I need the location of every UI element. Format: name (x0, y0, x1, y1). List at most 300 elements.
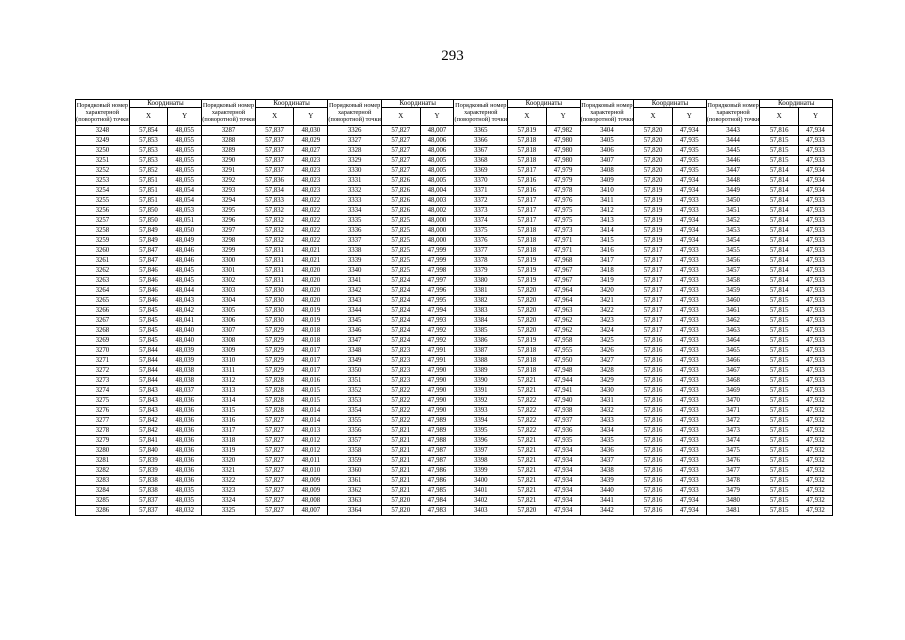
y-coordinate-cell: 48,022 (294, 236, 328, 246)
y-coordinate-cell: 47,998 (420, 266, 454, 276)
point-number-cell: 3404 (580, 126, 634, 136)
y-coordinate-cell: 47,933 (672, 446, 706, 456)
point-number-cell: 3474 (706, 436, 760, 446)
table-row (76, 446, 833, 456)
point-number-cell: 3348 (328, 346, 382, 356)
x-coordinate-cell: 57,819 (508, 256, 547, 266)
x-coordinate-cell: 57,821 (508, 446, 547, 456)
point-number-cell: 3400 (454, 476, 508, 486)
x-coordinate-cell: 57,814 (760, 226, 799, 236)
point-number-cell: 3426 (580, 346, 634, 356)
y-coordinate-cell: 47,933 (672, 436, 706, 446)
y-coordinate-cell: 48,010 (294, 466, 328, 476)
x-coordinate-cell: 57,853 (129, 146, 168, 156)
x-coordinate-cell: 57,817 (508, 216, 547, 226)
x-header: X (382, 108, 421, 126)
y-coordinate-cell: 48,012 (294, 436, 328, 446)
y-coordinate-cell: 47,932 (798, 456, 832, 466)
y-coordinate-cell: 47,997 (420, 276, 454, 286)
y-coordinate-cell: 47,986 (420, 466, 454, 476)
point-number-cell: 3393 (454, 406, 508, 416)
y-coordinate-cell: 48,035 (168, 486, 202, 496)
y-coordinate-cell: 48,000 (420, 226, 454, 236)
point-number-cell: 3376 (454, 236, 508, 246)
x-coordinate-cell: 57,816 (634, 416, 673, 426)
x-coordinate-cell: 57,847 (129, 256, 168, 266)
x-coordinate-cell: 57,854 (129, 126, 168, 136)
y-coordinate-cell: 48,036 (168, 406, 202, 416)
x-coordinate-cell: 57,818 (508, 156, 547, 166)
x-coordinate-cell: 57,821 (508, 456, 547, 466)
point-number-cell: 3438 (580, 466, 634, 476)
x-coordinate-cell: 57,819 (508, 266, 547, 276)
y-coordinate-cell: 47,933 (798, 236, 832, 246)
x-coordinate-cell: 57,837 (255, 136, 294, 146)
point-number-cell: 3446 (706, 156, 760, 166)
x-coordinate-cell: 57,820 (508, 316, 547, 326)
y-coordinate-cell: 47,935 (672, 136, 706, 146)
x-coordinate-cell: 57,814 (760, 176, 799, 186)
x-coordinate-cell: 57,815 (760, 406, 799, 416)
x-coordinate-cell: 57,815 (760, 156, 799, 166)
table-body (76, 126, 833, 516)
y-coordinate-cell: 48,000 (420, 216, 454, 226)
x-coordinate-cell: 57,815 (760, 476, 799, 486)
x-coordinate-cell: 57,817 (508, 196, 547, 206)
x-coordinate-cell: 57,827 (255, 506, 294, 516)
x-coordinate-cell: 57,827 (255, 446, 294, 456)
coordinates-table (75, 99, 833, 516)
point-number-cell: 3385 (454, 326, 508, 336)
y-coordinate-cell: 47,933 (672, 256, 706, 266)
y-coordinate-cell: 47,999 (420, 246, 454, 256)
y-coordinate-cell: 47,971 (546, 246, 580, 256)
point-number-cell: 3283 (76, 476, 130, 486)
point-number-cell: 3450 (706, 196, 760, 206)
coordinates-header: Координаты (129, 100, 201, 108)
point-number-cell: 3318 (202, 436, 256, 446)
point-number-header: Порядковый номер характерной (поворотной) точки (328, 100, 382, 126)
x-coordinate-cell: 57,816 (634, 436, 673, 446)
y-coordinate-cell: 48,032 (168, 506, 202, 516)
point-number-cell: 3480 (706, 496, 760, 506)
x-coordinate-cell: 57,821 (508, 386, 547, 396)
x-coordinate-cell: 57,816 (634, 366, 673, 376)
x-coordinate-cell: 57,827 (382, 146, 421, 156)
x-coordinate-cell: 57,814 (760, 256, 799, 266)
point-number-cell: 3428 (580, 366, 634, 376)
point-number-cell: 3286 (76, 506, 130, 516)
y-coordinate-cell: 48,036 (168, 426, 202, 436)
y-header: Y (168, 108, 202, 126)
y-coordinate-cell: 47,989 (420, 426, 454, 436)
y-coordinate-cell: 47,980 (546, 156, 580, 166)
point-number-cell: 3257 (76, 216, 130, 226)
point-number-cell: 3291 (202, 166, 256, 176)
table-row (76, 416, 833, 426)
y-coordinate-cell: 48,038 (168, 376, 202, 386)
x-coordinate-cell: 57,819 (634, 236, 673, 246)
y-coordinate-cell: 47,975 (546, 206, 580, 216)
y-coordinate-cell: 48,036 (168, 456, 202, 466)
y-coordinate-cell: 47,941 (546, 386, 580, 396)
y-coordinate-cell: 48,046 (168, 246, 202, 256)
x-coordinate-cell: 57,827 (255, 466, 294, 476)
x-coordinate-cell: 57,827 (255, 456, 294, 466)
x-coordinate-cell: 57,824 (382, 276, 421, 286)
y-coordinate-cell: 47,934 (672, 126, 706, 136)
point-number-cell: 3352 (328, 386, 382, 396)
x-coordinate-cell: 57,815 (760, 146, 799, 156)
point-number-cell: 3411 (580, 196, 634, 206)
point-number-cell: 3465 (706, 346, 760, 356)
y-coordinate-cell: 48,039 (168, 356, 202, 366)
point-number-cell: 3379 (454, 266, 508, 276)
x-coordinate-cell: 57,820 (508, 286, 547, 296)
x-coordinate-cell: 57,832 (255, 206, 294, 216)
x-coordinate-cell: 57,814 (760, 266, 799, 276)
x-coordinate-cell: 57,827 (382, 126, 421, 136)
y-coordinate-cell: 47,971 (546, 236, 580, 246)
x-coordinate-cell: 57,820 (634, 156, 673, 166)
point-number-cell: 3290 (202, 156, 256, 166)
point-number-cell: 3280 (76, 446, 130, 456)
x-coordinate-cell: 57,817 (508, 206, 547, 216)
y-coordinate-cell: 47,985 (420, 486, 454, 496)
point-number-cell: 3471 (706, 406, 760, 416)
y-coordinate-cell: 47,932 (798, 486, 832, 496)
point-number-cell: 3415 (580, 236, 634, 246)
y-coordinate-cell: 47,932 (798, 496, 832, 506)
y-coordinate-cell: 48,018 (294, 336, 328, 346)
y-coordinate-cell: 48,040 (168, 326, 202, 336)
y-coordinate-cell: 47,978 (546, 186, 580, 196)
y-coordinate-cell: 48,011 (294, 456, 328, 466)
point-number-cell: 3435 (580, 436, 634, 446)
y-coordinate-cell: 48,036 (168, 446, 202, 456)
point-number-cell: 3310 (202, 356, 256, 366)
point-number-cell: 3439 (580, 476, 634, 486)
point-number-cell: 3407 (580, 156, 634, 166)
point-number-cell: 3264 (76, 286, 130, 296)
x-coordinate-cell: 57,821 (508, 376, 547, 386)
point-number-cell: 3454 (706, 236, 760, 246)
x-coordinate-cell: 57,820 (634, 176, 673, 186)
point-number-cell: 3481 (706, 506, 760, 516)
y-coordinate-cell: 48,036 (168, 436, 202, 446)
x-coordinate-cell: 57,831 (255, 266, 294, 276)
y-coordinate-cell: 47,933 (672, 276, 706, 286)
table-row (76, 426, 833, 436)
x-coordinate-cell: 57,817 (634, 256, 673, 266)
x-coordinate-cell: 57,816 (634, 496, 673, 506)
y-coordinate-cell: 47,933 (672, 296, 706, 306)
x-coordinate-cell: 57,823 (382, 366, 421, 376)
y-coordinate-cell: 47,932 (798, 406, 832, 416)
y-coordinate-cell: 47,933 (798, 286, 832, 296)
x-coordinate-cell: 57,814 (760, 276, 799, 286)
y-coordinate-cell: 47,933 (798, 316, 832, 326)
x-coordinate-cell: 57,843 (129, 396, 168, 406)
x-coordinate-cell: 57,816 (760, 126, 799, 136)
point-number-cell: 3469 (706, 386, 760, 396)
y-coordinate-cell: 48,004 (420, 186, 454, 196)
y-coordinate-cell: 47,996 (420, 286, 454, 296)
table-header (76, 100, 833, 126)
y-coordinate-cell: 48,027 (294, 146, 328, 156)
y-coordinate-cell: 48,003 (420, 196, 454, 206)
point-number-cell: 3476 (706, 456, 760, 466)
point-number-cell: 3406 (580, 146, 634, 156)
y-coordinate-cell: 47,934 (672, 236, 706, 246)
x-header: X (634, 108, 673, 126)
y-coordinate-cell: 47,933 (798, 296, 832, 306)
point-number-cell: 3328 (328, 146, 382, 156)
x-coordinate-cell: 57,824 (382, 326, 421, 336)
y-coordinate-cell: 48,035 (168, 496, 202, 506)
table-row (76, 156, 833, 166)
x-coordinate-cell: 57,820 (508, 326, 547, 336)
x-coordinate-cell: 57,817 (634, 266, 673, 276)
point-number-cell: 3365 (454, 126, 508, 136)
point-number-cell: 3410 (580, 186, 634, 196)
point-number-cell: 3277 (76, 416, 130, 426)
point-number-cell: 3331 (328, 176, 382, 186)
x-coordinate-cell: 57,844 (129, 366, 168, 376)
x-coordinate-cell: 57,819 (634, 186, 673, 196)
table-row (76, 216, 833, 226)
table-row (76, 366, 833, 376)
point-number-cell: 3429 (580, 376, 634, 386)
table-row (76, 506, 833, 516)
x-coordinate-cell: 57,850 (129, 216, 168, 226)
point-number-cell: 3394 (454, 416, 508, 426)
point-number-cell: 3370 (454, 176, 508, 186)
y-coordinate-cell: 48,013 (294, 426, 328, 436)
point-number-cell: 3332 (328, 186, 382, 196)
point-number-cell: 3399 (454, 466, 508, 476)
table-row (76, 346, 833, 356)
point-number-cell: 3424 (580, 326, 634, 336)
y-coordinate-cell: 47,934 (546, 496, 580, 506)
point-number-cell: 3265 (76, 296, 130, 306)
x-coordinate-cell: 57,820 (634, 136, 673, 146)
y-header: Y (546, 108, 580, 126)
x-coordinate-cell: 57,845 (129, 316, 168, 326)
x-coordinate-cell: 57,837 (255, 146, 294, 156)
x-coordinate-cell: 57,817 (634, 276, 673, 286)
table-row (76, 266, 833, 276)
y-coordinate-cell: 47,934 (798, 126, 832, 136)
point-number-cell: 3346 (328, 326, 382, 336)
y-coordinate-cell: 48,055 (168, 136, 202, 146)
y-coordinate-cell: 48,002 (420, 206, 454, 216)
point-number-cell: 3320 (202, 456, 256, 466)
y-coordinate-cell: 48,015 (294, 386, 328, 396)
y-coordinate-cell: 47,990 (420, 366, 454, 376)
y-coordinate-cell: 48,049 (168, 236, 202, 246)
x-coordinate-cell: 57,825 (382, 216, 421, 226)
point-number-cell: 3262 (76, 266, 130, 276)
coordinates-header: Координаты (255, 100, 327, 108)
y-coordinate-cell: 48,053 (168, 206, 202, 216)
x-coordinate-cell: 57,815 (760, 416, 799, 426)
point-number-cell: 3442 (580, 506, 634, 516)
point-number-cell: 3421 (580, 296, 634, 306)
y-coordinate-cell: 47,933 (798, 266, 832, 276)
point-number-cell: 3413 (580, 216, 634, 226)
y-coordinate-cell: 48,022 (294, 206, 328, 216)
point-number-cell: 3473 (706, 426, 760, 436)
y-coordinate-cell: 47,980 (546, 146, 580, 156)
x-coordinate-cell: 57,819 (634, 196, 673, 206)
table-row (76, 206, 833, 216)
x-coordinate-cell: 57,824 (382, 316, 421, 326)
point-number-cell: 3382 (454, 296, 508, 306)
x-coordinate-cell: 57,821 (382, 446, 421, 456)
point-number-cell: 3402 (454, 496, 508, 506)
point-number-cell: 3313 (202, 386, 256, 396)
x-coordinate-cell: 57,821 (382, 456, 421, 466)
x-coordinate-cell: 57,825 (382, 226, 421, 236)
x-coordinate-cell: 57,844 (129, 356, 168, 366)
x-coordinate-cell: 57,816 (634, 476, 673, 486)
x-coordinate-cell: 57,842 (129, 426, 168, 436)
y-coordinate-cell: 47,933 (798, 216, 832, 226)
y-coordinate-cell: 47,933 (798, 146, 832, 156)
point-number-cell: 3344 (328, 306, 382, 316)
y-coordinate-cell: 48,036 (168, 466, 202, 476)
x-coordinate-cell: 57,816 (634, 356, 673, 366)
y-coordinate-cell: 48,009 (294, 476, 328, 486)
point-number-cell: 3281 (76, 456, 130, 466)
point-number-cell: 3306 (202, 316, 256, 326)
y-coordinate-cell: 47,962 (546, 326, 580, 336)
x-coordinate-cell: 57,851 (129, 186, 168, 196)
point-number-cell: 3391 (454, 386, 508, 396)
y-coordinate-cell: 47,964 (546, 296, 580, 306)
y-coordinate-cell: 47,991 (420, 346, 454, 356)
y-coordinate-cell: 47,933 (798, 366, 832, 376)
y-coordinate-cell: 48,044 (168, 286, 202, 296)
y-coordinate-cell: 47,979 (546, 166, 580, 176)
point-number-cell: 3327 (328, 136, 382, 146)
y-coordinate-cell: 47,933 (798, 196, 832, 206)
point-number-cell: 3425 (580, 336, 634, 346)
point-number-cell: 3272 (76, 366, 130, 376)
x-coordinate-cell: 57,822 (508, 426, 547, 436)
x-coordinate-cell: 57,829 (255, 336, 294, 346)
point-number-cell: 3420 (580, 286, 634, 296)
x-coordinate-cell: 57,827 (255, 416, 294, 426)
x-coordinate-cell: 57,832 (255, 226, 294, 236)
y-coordinate-cell: 47,934 (546, 506, 580, 516)
x-coordinate-cell: 57,823 (382, 376, 421, 386)
point-number-cell: 3470 (706, 396, 760, 406)
point-number-cell: 3266 (76, 306, 130, 316)
y-coordinate-cell: 47,983 (420, 506, 454, 516)
y-coordinate-cell: 47,973 (546, 226, 580, 236)
x-coordinate-cell: 57,818 (508, 356, 547, 366)
y-coordinate-cell: 47,933 (672, 376, 706, 386)
x-coordinate-cell: 57,827 (255, 436, 294, 446)
point-number-header: Порядковый номер характерной (поворотной) точки (454, 100, 508, 126)
x-coordinate-cell: 57,845 (129, 326, 168, 336)
x-coordinate-cell: 57,816 (634, 396, 673, 406)
y-header: Y (294, 108, 328, 126)
x-coordinate-cell: 57,828 (255, 376, 294, 386)
y-coordinate-cell: 47,975 (546, 216, 580, 226)
point-number-cell: 3477 (706, 466, 760, 476)
x-coordinate-cell: 57,815 (760, 466, 799, 476)
y-coordinate-cell: 47,933 (798, 336, 832, 346)
x-header: X (129, 108, 168, 126)
y-coordinate-cell: 47,932 (798, 426, 832, 436)
x-coordinate-cell: 57,814 (760, 186, 799, 196)
x-coordinate-cell: 57,824 (382, 336, 421, 346)
point-number-cell: 3338 (328, 246, 382, 256)
coordinates-header: Координаты (760, 100, 833, 108)
point-number-cell: 3301 (202, 266, 256, 276)
y-coordinate-cell: 47,963 (546, 306, 580, 316)
x-coordinate-cell: 57,816 (634, 486, 673, 496)
x-coordinate-cell: 57,821 (508, 496, 547, 506)
table-row (76, 376, 833, 386)
y-coordinate-cell: 48,008 (294, 496, 328, 506)
y-coordinate-cell: 48,055 (168, 146, 202, 156)
x-coordinate-cell: 57,818 (508, 146, 547, 156)
point-number-cell: 3401 (454, 486, 508, 496)
point-number-cell: 3341 (328, 276, 382, 286)
y-coordinate-cell: 47,990 (420, 406, 454, 416)
point-number-cell: 3409 (580, 176, 634, 186)
point-number-cell: 3467 (706, 366, 760, 376)
point-number-cell: 3287 (202, 126, 256, 136)
x-coordinate-cell: 57,831 (255, 276, 294, 286)
y-coordinate-cell: 47,976 (546, 196, 580, 206)
x-coordinate-cell: 57,846 (129, 296, 168, 306)
x-coordinate-cell: 57,837 (255, 156, 294, 166)
y-coordinate-cell: 47,995 (420, 296, 454, 306)
y-coordinate-cell: 47,991 (420, 356, 454, 366)
point-number-cell: 3377 (454, 246, 508, 256)
y-coordinate-cell: 47,934 (798, 176, 832, 186)
y-coordinate-cell: 47,932 (798, 466, 832, 476)
x-coordinate-cell: 57,824 (382, 306, 421, 316)
y-coordinate-cell: 47,934 (546, 446, 580, 456)
x-coordinate-cell: 57,825 (382, 236, 421, 246)
y-coordinate-cell: 47,933 (798, 256, 832, 266)
y-coordinate-cell: 48,012 (294, 446, 328, 456)
point-number-cell: 3299 (202, 246, 256, 256)
point-number-cell: 3351 (328, 376, 382, 386)
x-coordinate-cell: 57,814 (760, 166, 799, 176)
x-coordinate-cell: 57,815 (760, 506, 799, 516)
x-coordinate-cell: 57,819 (508, 276, 547, 286)
y-coordinate-cell: 48,000 (420, 236, 454, 246)
x-coordinate-cell: 57,819 (634, 216, 673, 226)
y-coordinate-cell: 47,967 (546, 266, 580, 276)
point-number-cell: 3440 (580, 486, 634, 496)
point-number-cell: 3363 (328, 496, 382, 506)
x-coordinate-cell: 57,822 (382, 406, 421, 416)
point-number-cell: 3336 (328, 226, 382, 236)
table-row (76, 406, 833, 416)
y-coordinate-cell: 48,023 (294, 166, 328, 176)
point-number-cell: 3463 (706, 326, 760, 336)
point-number-cell: 3263 (76, 276, 130, 286)
point-number-cell: 3359 (328, 456, 382, 466)
